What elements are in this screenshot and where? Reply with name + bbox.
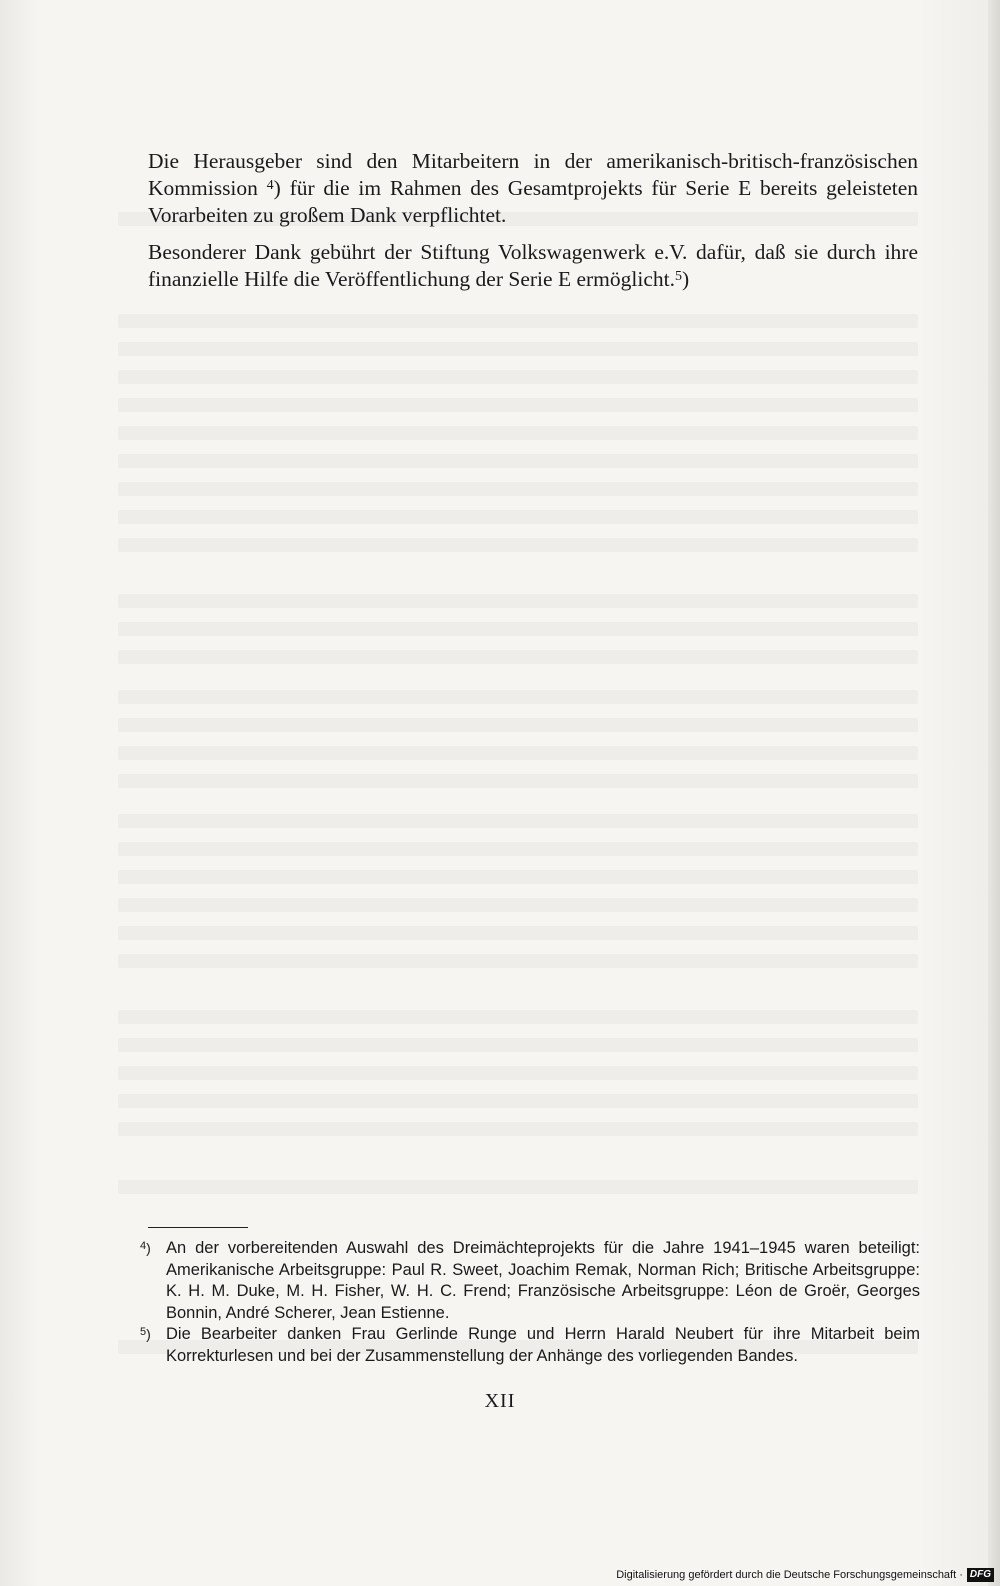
bleed-through-line	[118, 538, 918, 552]
bleed-through-line	[118, 622, 918, 636]
bleed-through-line	[118, 510, 918, 524]
footnote-mark: $^5$)	[140, 1326, 151, 1342]
bleed-through-line	[118, 398, 918, 412]
paragraph-acknowledgement-commission	[148, 148, 918, 229]
bleed-through-line	[118, 314, 918, 328]
bleed-through-line	[118, 594, 918, 608]
bleed-through-line	[118, 870, 918, 884]
bleed-through-line	[118, 370, 918, 384]
attribution-text: Digitalisierung gefördert durch die Deutsche Forschungsgemeinschaft ·	[616, 1569, 963, 1581]
paragraph-text: Die Herausgeber sind den Mitarbeitern in der amerikanisch-britisch-französischen Kommission	[148, 149, 918, 200]
paragraph-text: ) für die im Rahmen des Gesamtprojekts für Serie E bereits geleisteten Vorarbeiten zu großem Dank verpflichtet.	[148, 176, 919, 227]
footnote	[140, 1238, 920, 1324]
footnote-reference: 4	[266, 178, 274, 193]
bleed-through-line	[118, 342, 918, 356]
bleed-through-line	[118, 650, 918, 664]
paragraph-text: Besonderer Dank gebührt der Stiftung Volkswagenwerk e.V. dafür, daß sie durch ihre finanzielle Hilfe die Veröffentlichung der Serie E ermöglicht.	[148, 240, 918, 291]
bleed-through-line	[118, 1038, 918, 1052]
bleed-through-line	[118, 774, 918, 788]
bleed-through-line	[118, 842, 918, 856]
bleed-through-line	[118, 482, 918, 496]
footnote-mark: $^4$)	[140, 1240, 151, 1256]
bleed-through-line	[118, 1066, 918, 1080]
page-edge	[988, 0, 1000, 1586]
bleed-through-line	[118, 814, 918, 828]
bleed-through-line	[118, 454, 918, 468]
bleed-through-line	[118, 954, 918, 968]
footnote-text: An der vorbereitenden Auswahl des Dreimächteprojekts für die Jahre 1941–1945 waren beteiligt: Amerikanische Arbeitsgruppe: Paul R. Sweet, Joachim Remak, Norman Rich; Britische Arbeitsgruppe: K. H. M. Duke, M. H. Fisher, W. H. C. Frend; Französische Arbeitsgruppe: Léon de Groër, Georges Bonnin, André Scherer, Jean Estienne.	[166, 1239, 920, 1322]
bleed-through-line	[118, 1122, 918, 1136]
footnote	[140, 1324, 920, 1367]
footnotes	[140, 1238, 920, 1367]
bleed-through-line	[118, 718, 918, 732]
bleed-through-line	[118, 746, 918, 760]
footnote-text: Die Bearbeiter danken Frau Gerlinde Runge und Herrn Harald Neubert für ihre Mitarbeit beim Korrekturlesen und bei der Zusammenstellung der Anhänge des vorliegenden Bandes.	[166, 1325, 920, 1365]
bleed-through-line	[118, 1094, 918, 1108]
footnote-separator	[148, 1227, 248, 1228]
bleed-through-line	[118, 926, 918, 940]
body-text	[148, 148, 918, 303]
footnote-reference: 5	[674, 269, 682, 284]
dfg-logo: DFG	[967, 1568, 994, 1582]
bleed-through-line	[118, 898, 918, 912]
paragraph-acknowledgement-foundation	[148, 239, 918, 293]
bleed-through-line	[118, 1180, 918, 1194]
bleed-through-line	[118, 690, 918, 704]
bleed-through-line	[118, 426, 918, 440]
funding-attribution	[616, 1568, 994, 1582]
page-number: XII	[484, 1390, 516, 1412]
bleed-through-line	[118, 1010, 918, 1024]
paragraph-text: )	[681, 267, 690, 291]
